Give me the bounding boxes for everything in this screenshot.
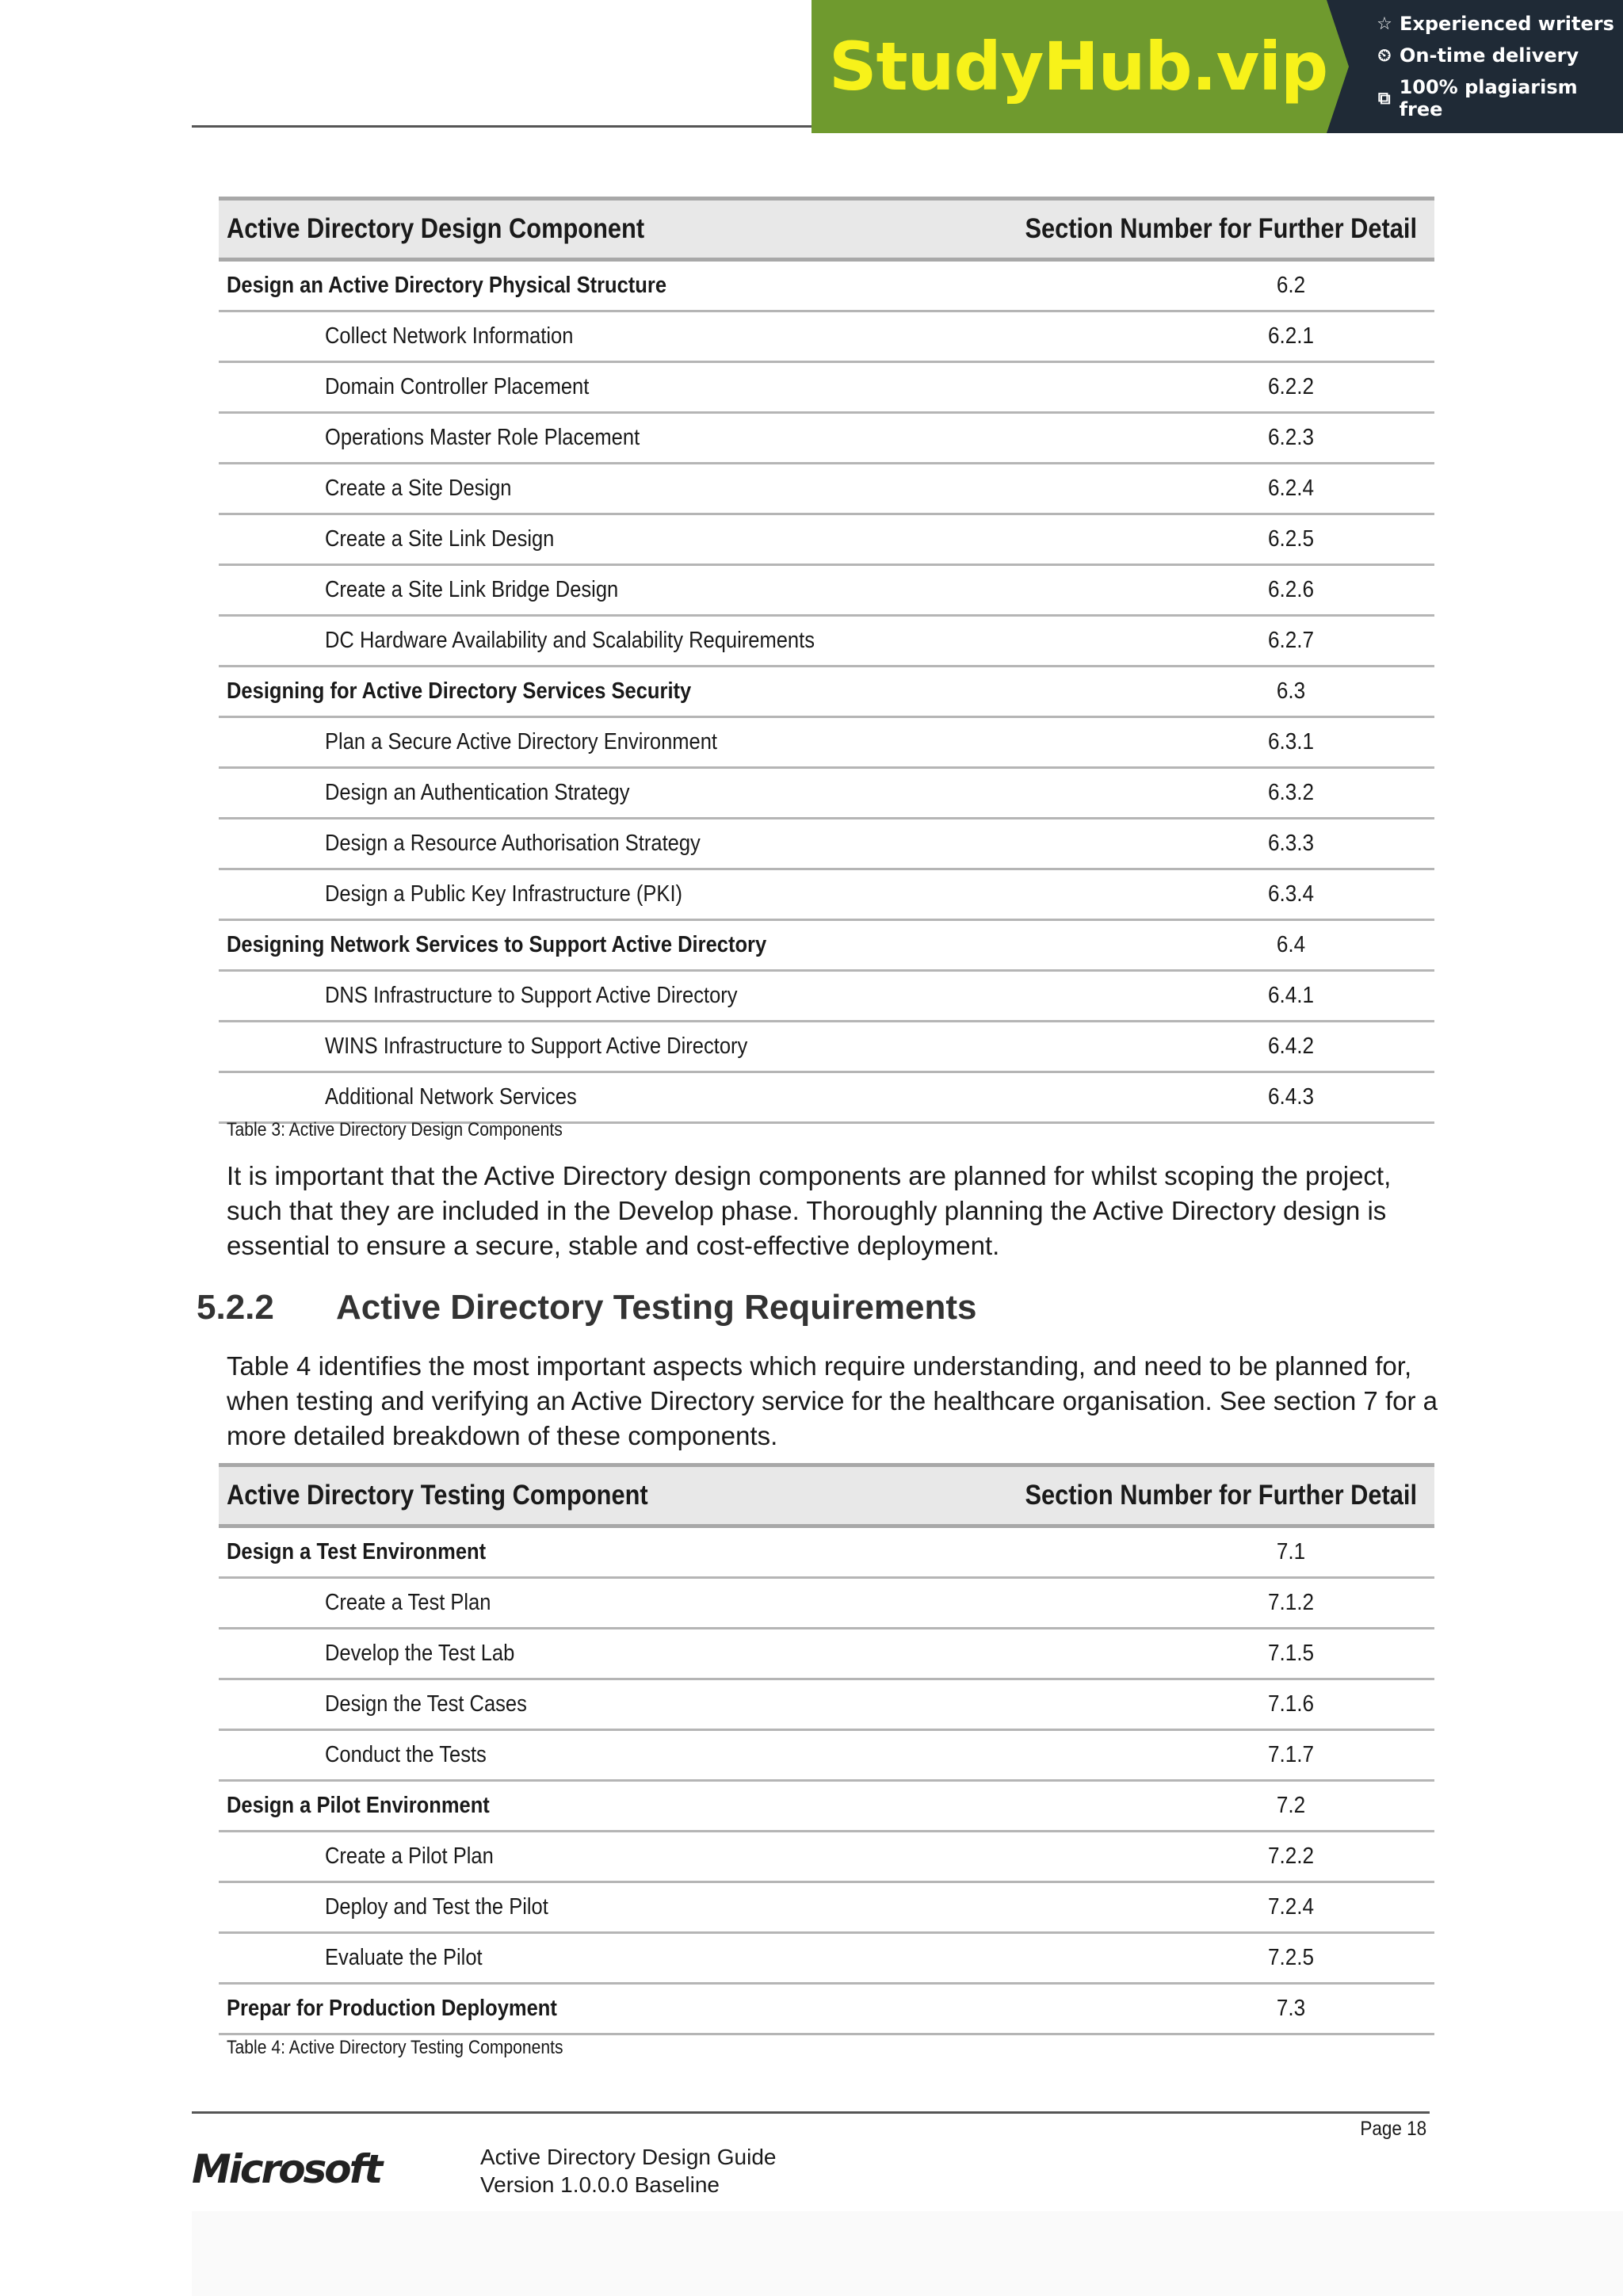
row-component-label: Evaluate the Pilot (325, 1945, 483, 1970)
row-component-label: Design an Active Directory Physical Structure (227, 273, 667, 298)
table-row (219, 870, 1434, 921)
row-component-label: Create a Site Link Bridge Design (325, 577, 619, 602)
row-component-label: Design an Authentication Strategy (325, 780, 630, 805)
table-row (219, 769, 1434, 819)
table-body (219, 1528, 1434, 2035)
row-component-label: Create a Site Design (325, 476, 512, 501)
studyhub-banner[interactable] (812, 0, 1623, 133)
row-section-number: 6.2.5 (1267, 526, 1315, 552)
row-section-number: 7.1.7 (1267, 1742, 1315, 1767)
banner-brand-panel (812, 0, 1327, 133)
row-section-number: 6.4.2 (1267, 1033, 1315, 1059)
row-section-number: 6.4.1 (1267, 983, 1315, 1008)
table-row (219, 819, 1434, 870)
row-section-number: 6.3 (1276, 678, 1306, 704)
row-component-label: Design a Test Environment (227, 1539, 487, 1564)
row-component-label: DNS Infrastructure to Support Active Directory (325, 983, 738, 1008)
row-component-label: Operations Master Role Placement (325, 425, 640, 450)
footer-version: Version 1.0.0.0 Baseline (480, 2172, 720, 2197)
row-component-label: Plan a Secure Active Directory Environment (325, 729, 718, 755)
row-component-label: Create a Test Plan (325, 1590, 491, 1615)
table-row (219, 1579, 1434, 1629)
perk-item (1376, 13, 1623, 35)
row-section-number: 6.2 (1276, 273, 1306, 298)
row-section-number: 6.3.3 (1267, 831, 1315, 856)
row-component-label: Collect Network Information (325, 323, 574, 349)
row-component-label: DC Hardware Availability and Scalability Requirements (325, 628, 815, 653)
table-row (219, 464, 1434, 515)
table-row (219, 617, 1434, 667)
table-row (219, 1832, 1434, 1883)
row-component-label: Design a Resource Authorisation Strategy (325, 831, 701, 856)
row-section-number: 6.3.4 (1267, 881, 1315, 907)
row-component-label: Additional Network Services (325, 1084, 577, 1110)
table-row (219, 1022, 1434, 1073)
table-row (219, 718, 1434, 769)
banner-perks (1327, 0, 1623, 133)
table-row (219, 1731, 1434, 1782)
body-paragraph-1: It is important that the Active Directory design components are planned for whilst scoping the project, such that they are included in the Develop phase. Thoroughly planning the Active Directory design is essential to ensure a secure, stable and cost-effective deployment. (227, 1161, 1392, 1260)
table-row (219, 972, 1434, 1022)
table-body (219, 262, 1434, 1124)
row-section-number: 7.2 (1276, 1793, 1306, 1818)
row-section-number: 7.1.2 (1267, 1590, 1315, 1615)
row-section-number: 6.3.2 (1267, 780, 1315, 805)
table-row (219, 515, 1434, 566)
section-number: 5.2.2 (197, 1288, 274, 1327)
design-components-table (219, 197, 1434, 1124)
row-section-number: 7.1 (1276, 1539, 1306, 1564)
star-icon: ☆ (1377, 13, 1392, 34)
table-row (219, 1629, 1434, 1680)
table-row (219, 921, 1434, 972)
table-3-caption: Table 3: Active Directory Design Components (227, 1119, 563, 1140)
row-section-number: 7.1.5 (1267, 1641, 1315, 1666)
row-section-number: 7.1.6 (1267, 1691, 1315, 1717)
column-header-section: Section Number for Further Detail (1025, 1480, 1417, 1511)
page-bottom-band (192, 2211, 1623, 2296)
perk-item (1376, 76, 1623, 120)
row-section-number: 6.2.2 (1267, 374, 1315, 399)
row-component-label: Prepar for Production Deployment (227, 1996, 557, 2021)
table-row (219, 414, 1434, 464)
row-section-number: 7.2.4 (1267, 1894, 1315, 1920)
row-section-number: 6.2.6 (1267, 577, 1315, 602)
row-component-label: Develop the Test Lab (325, 1641, 515, 1666)
table-row (219, 1073, 1434, 1124)
copy-icon: ⧉ (1377, 88, 1391, 109)
perk-label: 100% plagiarism free (1399, 76, 1578, 120)
row-component-label: WINS Infrastructure to Support Active Directory (325, 1033, 748, 1059)
table-header (219, 197, 1434, 262)
perk-item (1376, 44, 1623, 67)
table-row (219, 1680, 1434, 1731)
body-paragraph-2: Table 4 identifies the most important aspects which require understanding, and need to be planned for, when testing and verifying an Active Directory service for the healthcare organisation. See section 7 for a more detailed breakdown of these components. (227, 1351, 1438, 1450)
row-component-label: Design the Test Cases (325, 1691, 527, 1717)
table-row (219, 667, 1434, 718)
table-header (219, 1463, 1434, 1528)
footer-rule (192, 2111, 1430, 2114)
row-section-number: 6.2.1 (1267, 323, 1315, 349)
table-row (219, 1528, 1434, 1579)
row-component-label: Conduct the Tests (325, 1742, 487, 1767)
row-section-number: 6.4.3 (1267, 1084, 1315, 1110)
row-section-number: 6.4 (1276, 932, 1306, 957)
row-section-number: 7.2.5 (1267, 1945, 1315, 1970)
table-row (219, 312, 1434, 363)
section-heading (197, 1288, 977, 1328)
page-number: Page 18 (1360, 2118, 1426, 2140)
microsoft-logo: Microsoft (192, 2146, 381, 2192)
row-section-number: 6.2.3 (1267, 425, 1315, 450)
row-component-label: Domain Controller Placement (325, 374, 590, 399)
column-header-section: Section Number for Further Detail (1025, 213, 1417, 244)
row-component-label: Designing for Active Directory Services Security (227, 678, 692, 704)
row-section-number: 6.2.4 (1267, 476, 1315, 501)
section-title: Active Directory Testing Requirements (336, 1288, 977, 1327)
table-row (219, 1883, 1434, 1934)
perk-label: Experienced writers (1400, 13, 1614, 35)
footer-doc-info (480, 2143, 776, 2199)
row-component-label: Deploy and Test the Pilot (325, 1894, 548, 1920)
row-section-number: 6.3.1 (1267, 729, 1315, 755)
row-section-number: 7.2.2 (1267, 1843, 1315, 1869)
testing-components-table (219, 1463, 1434, 2035)
table-row (219, 262, 1434, 312)
table-row (219, 1934, 1434, 1985)
row-component-label: Design a Pilot Environment (227, 1793, 490, 1818)
column-header-component: Active Directory Design Component (227, 213, 645, 244)
row-component-label: Create a Site Link Design (325, 526, 555, 552)
brand-logo: StudyHub.vip (829, 28, 1328, 105)
clock-icon: ⏲ (1377, 45, 1392, 66)
perk-label: On-time delivery (1400, 44, 1579, 67)
row-component-label: Designing Network Services to Support Active Directory (227, 932, 767, 957)
table-row (219, 1782, 1434, 1832)
footer-doc-title: Active Directory Design Guide (480, 2145, 777, 2169)
column-header-component: Active Directory Testing Component (227, 1480, 648, 1511)
row-section-number: 6.2.7 (1267, 628, 1315, 653)
row-component-label: Create a Pilot Plan (325, 1843, 494, 1869)
row-component-label: Design a Public Key Infrastructure (PKI) (325, 881, 683, 907)
row-section-number: 7.3 (1276, 1996, 1306, 2021)
table-row (219, 1985, 1434, 2035)
table-row (219, 566, 1434, 617)
table-4-caption: Table 4: Active Directory Testing Components (227, 2037, 563, 2058)
table-row (219, 363, 1434, 414)
